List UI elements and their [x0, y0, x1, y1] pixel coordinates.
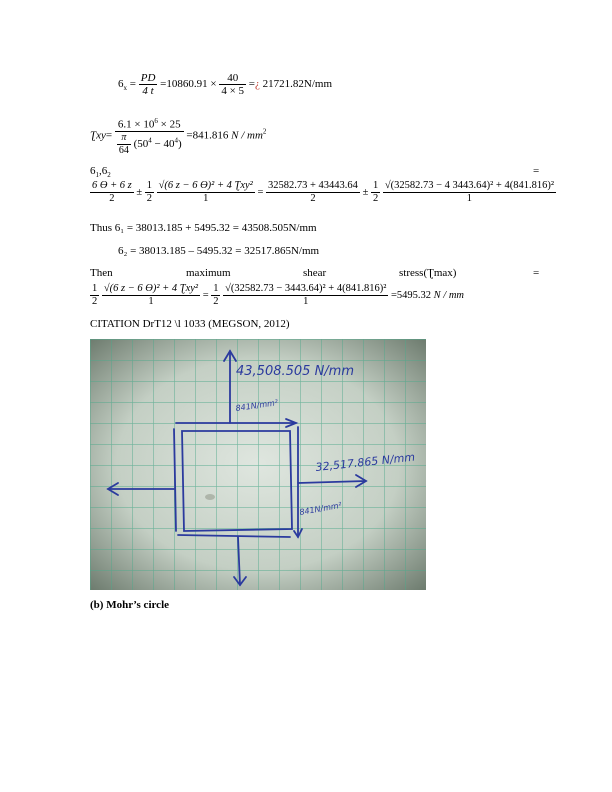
equals-sign: = — [533, 165, 540, 177]
equation-tau-xy: Ʈxy= $6.1 \times 10^6 \times 25$ $\frac{\pi}{64}$ $(50^4 - 40^4)$ =841.816 N / $mm^2$ — [90, 117, 267, 156]
stress-word: stress(Ʈmax) — [399, 267, 457, 279]
label-sigma1: 43,508.505 N/mm — [236, 364, 354, 379]
sketch-svg — [90, 339, 426, 590]
citation: CITATION DrT12 \l 1033 (MEGSON, 2012) — [90, 318, 290, 330]
equals-sign-2: = — [533, 267, 540, 279]
then-word: Then — [90, 267, 113, 279]
section-caption: (b) Mohr’s circle — [90, 599, 170, 611]
equation-principal-stresses: $\frac{6 Ө + 6 z}{2}$ ± $\frac{1}{2}$ $\frac{\text{√(6 z − 6 Ө)² + 4 Ʈxy²}}{1}$ = $\frac{32582.73 + 43443.64}{2}$ ± $\frac{1}{2}$ $\frac{\text{√(32582.73 − 4 3443.64)² + 4(841.816)²}}{1}$ — [92, 180, 554, 204]
maximum-word: maximum — [186, 267, 231, 279]
sigma1-result: Thus 6₁ = 38013.185 + 5495.32 = 43508.505N/mm — [90, 222, 317, 234]
label-shear-top: 841N/mm² — [235, 398, 279, 413]
equation-max-shear: $\frac{1}{2}$ $\frac{\text{√(6 z − 6 Ө)² + 4 Ʈxy²}}{1}$ = $\frac{1}{2}$ $\frac{\text{√(32582.73 − 3443.64)² + 4(841.816)²}}{1}$ =5495.32 N / mm — [92, 283, 465, 307]
shear-word: shear — [303, 267, 327, 279]
label-shear-right: 841N/mm² — [298, 500, 343, 517]
equation-sigma-x: $6_x$ = $\frac{PD}{4 t}$ =10860.91 × $\frac{40}{4 \times 5}$ =¿ 21721.82N/mm — [118, 72, 333, 97]
sigma2-result: 6₂ = 38013.185 – 5495.32 = 32517.865N/mm — [118, 245, 320, 257]
principal-stress-label: $6_1,6_2$ — [90, 165, 111, 180]
stress-element-sketch-photo — [90, 339, 426, 590]
label-sigma2: 32,517.865 N/mm — [314, 450, 416, 474]
